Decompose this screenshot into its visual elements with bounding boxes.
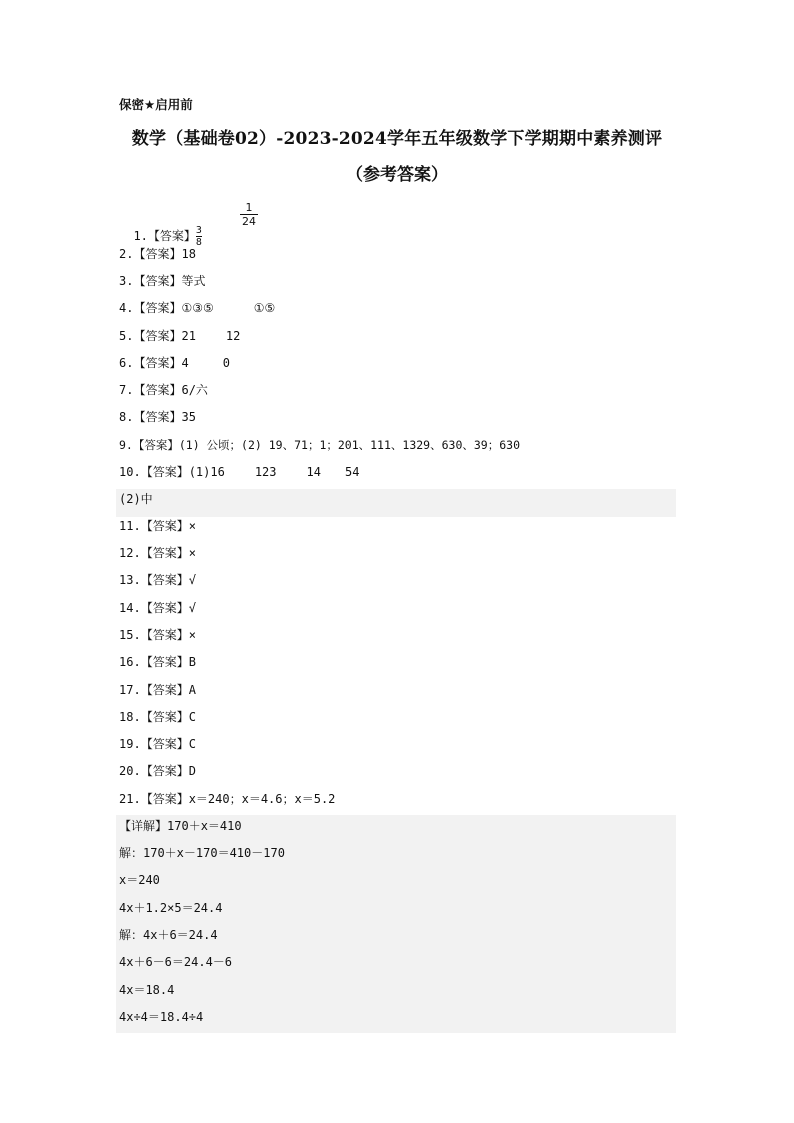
detail-line-6: 4x＋6－6＝24.4－6 bbox=[119, 955, 233, 969]
question-number: 1. bbox=[133, 229, 148, 243]
detail-line-5: 解：4x＋6＝24.4 bbox=[119, 928, 218, 942]
confidential-label: 保密★启用前 bbox=[119, 97, 193, 112]
answer-line-7: 7.【答案】6/六 bbox=[119, 383, 208, 397]
answer-line-1 bbox=[119, 209, 202, 248]
detail-line-3: x＝240 bbox=[119, 873, 160, 887]
answer-line-5: 5.【答案】21 12 bbox=[119, 329, 241, 343]
detail-tag: 【详解】 bbox=[119, 819, 168, 833]
answer-line-3: 3.【答案】等式 bbox=[119, 274, 206, 288]
answer-line-8: 8.【答案】35 bbox=[119, 410, 196, 424]
detail-line-8: 4x÷4＝18.4÷4 bbox=[119, 1010, 204, 1024]
answer-line-2: 2.【答案】18 bbox=[119, 247, 196, 261]
answer-line-9: 9.【答案】(1) 公顷；(2) 19、71；1；201、111、1329、630、39；630 bbox=[119, 438, 520, 452]
answer-line-17: 17.【答案】A bbox=[119, 683, 196, 697]
answer-line-20: 20.【答案】D bbox=[119, 764, 196, 778]
answer-line-15: 15.【答案】× bbox=[119, 628, 196, 642]
detail-line-2: 解：170＋x－170＝410－170 bbox=[119, 846, 285, 860]
document-title: 数学（基础卷02）-2023-2024学年五年级数学下学期期中素养测评 bbox=[131, 129, 663, 149]
answer-line-4: 4.【答案】①③⑤ ①⑤ bbox=[119, 301, 276, 315]
detail-line-4: 4x＋1.2×5＝24.4 bbox=[119, 901, 223, 915]
shaded-band-q10-part2 bbox=[116, 489, 676, 517]
answer-line-12: 12.【答案】× bbox=[119, 546, 196, 560]
answer-line-13: 13.【答案】√ bbox=[119, 573, 196, 587]
answer-line-11: 11.【答案】× bbox=[119, 519, 196, 533]
fraction-three-eighths: $\frac{3}{8}$ bbox=[195, 225, 202, 248]
detail-line-1: 【详解】170＋x＝410 bbox=[119, 819, 242, 833]
answer-line-14: 14.【答案】√ bbox=[119, 601, 196, 615]
detail-line-7: 4x＝18.4 bbox=[119, 983, 175, 997]
answer-line-6: 6.【答案】4 0 bbox=[119, 356, 230, 370]
answer-line-10: 10.【答案】(1)16 123 14 54 bbox=[119, 465, 360, 479]
answer-line-21: 21.【答案】x＝240；x＝4.6；x＝5.2 bbox=[119, 792, 336, 806]
answer-line-18: 18.【答案】C bbox=[119, 710, 196, 724]
answer-tag: 【答案】 bbox=[147, 229, 196, 243]
answer-line-19: 19.【答案】C bbox=[119, 737, 196, 751]
answer-line-16: 16.【答案】B bbox=[119, 655, 196, 669]
document-subtitle: （参考答案） bbox=[346, 165, 448, 185]
answer-line-10-part2: (2)中 bbox=[119, 492, 153, 506]
fraction-one-twentyfourth: 1 24 bbox=[242, 201, 256, 228]
